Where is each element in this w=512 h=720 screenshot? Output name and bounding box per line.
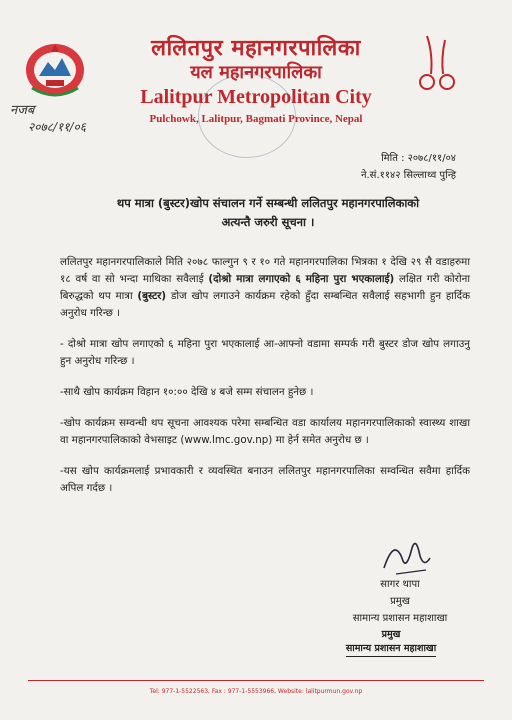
notice-subject <box>68 194 468 232</box>
subject-line-2: अत्यन्तै जरुरी सूचना । <box>221 215 315 229</box>
title-english: Lalitpur Metropolitan City <box>140 86 372 108</box>
lalitpur-emblem-icon <box>22 36 88 100</box>
paragraph-main <box>60 254 470 322</box>
signatory-department: सामान्य प्रशासन महाशाखा <box>352 613 448 624</box>
letter-reference: ने.सं.११४२ सिल्लाथ्व पुन्हि <box>360 170 456 181</box>
title-nepali: ललितपुर महानगरपालिका <box>151 35 361 61</box>
letter-meta <box>361 150 456 184</box>
signatory-role: प्रमुख <box>390 596 410 607</box>
paragraph-timing: -साथै खोप कार्यक्रम विहान १०:०० देखि ४ बजे सम्म संचालन हुनेछ । <box>60 386 314 398</box>
p1-bold-a: (दोश्रो मात्रा लगाएको ६ महिना पुरा भएकालाई) <box>208 273 395 285</box>
p1-text-a: ललितपुर महानगरपालिकाले मिति २०७८ फाल्गुन ९ र १० गते महानगरपालिका भित्रका १ देखि २९ सै वडाहरुमा १८ वर्ष वा सो भन्दा माथिका सवैलाई <box>60 256 470 285</box>
scissors-ceremony-icon <box>413 34 465 96</box>
paragraph-appeal: -यस खोप कार्यक्रमलाई प्रभावकारी र व्यवस्थित बनाउन ललितपुर महानगरपालिका सम्वन्धित सवैमा हार्दिक अपिल गर्दछ । <box>60 465 470 494</box>
p1-bold-b: (बुस्टर) <box>137 290 167 302</box>
title-newari: यल महानगरपालिका <box>190 62 322 83</box>
subject-line-1: थप मात्रा (बुस्टर)खोप संचालन गर्ने सम्बन्धी ललितपुर महानगरपालिकाको <box>116 196 420 210</box>
signatory-block <box>330 576 470 627</box>
seal-line-2: सामान्य प्रशासन महाशाखा <box>346 642 436 657</box>
received-stamp <box>198 74 296 158</box>
notice-body <box>60 254 470 511</box>
office-address: Pulchowk, Lalitpur, Bagmati Province, Nepal <box>149 113 363 125</box>
handwritten-signature <box>376 528 436 580</box>
paragraph-website: -खोप कार्यक्रम सम्वन्धी थप सूचना आवश्यक परेमा सम्बन्धित वडा कार्यालय महानगरपालिकाको स्वास्थ्य शाखा वा महानगरपालिकाको वेभसाइट (www.lmc.gov.np) मा हेर्न समेत अनुरोध छ । <box>60 417 470 446</box>
footer-contact: Tel: 977-1-5522563, Fax : 977-1-5553966, Website: lalitpurmun.gov.np <box>149 688 363 695</box>
letter-date: मिति : २०७८/११/०४ <box>381 153 456 164</box>
handwritten-receipt-note <box>10 100 105 140</box>
p1-text-c: डोज खोप लगाउने कार्यक्रम रहेको हुँदा सम्बन्धित सवैलाई सहभागी हुन हार्दिक अनुरोध गरिन्छ । <box>60 290 470 319</box>
signatory-name: सागर थापा <box>380 579 420 590</box>
official-seal <box>326 628 456 657</box>
p1-text-b: लक्षित गरी कोरोना बिरुद्धको थप मात्रा <box>60 273 470 302</box>
footer-divider <box>28 680 484 681</box>
seal-line-1: प्रमुख <box>381 629 401 640</box>
handwritten-line-2: २०७८/११/०६ <box>28 120 87 134</box>
handwritten-line-1: नजब <box>10 103 35 118</box>
paragraph-second-dose: - दोश्रो मात्रा खोप लगाएको ६ महिना पुरा भएकालाई आ-आफ्नो वडामा सम्पर्क गरी बुस्टर डोज खोप लगाउनु हुन अनुरोध गरिन्छ । <box>60 338 470 367</box>
